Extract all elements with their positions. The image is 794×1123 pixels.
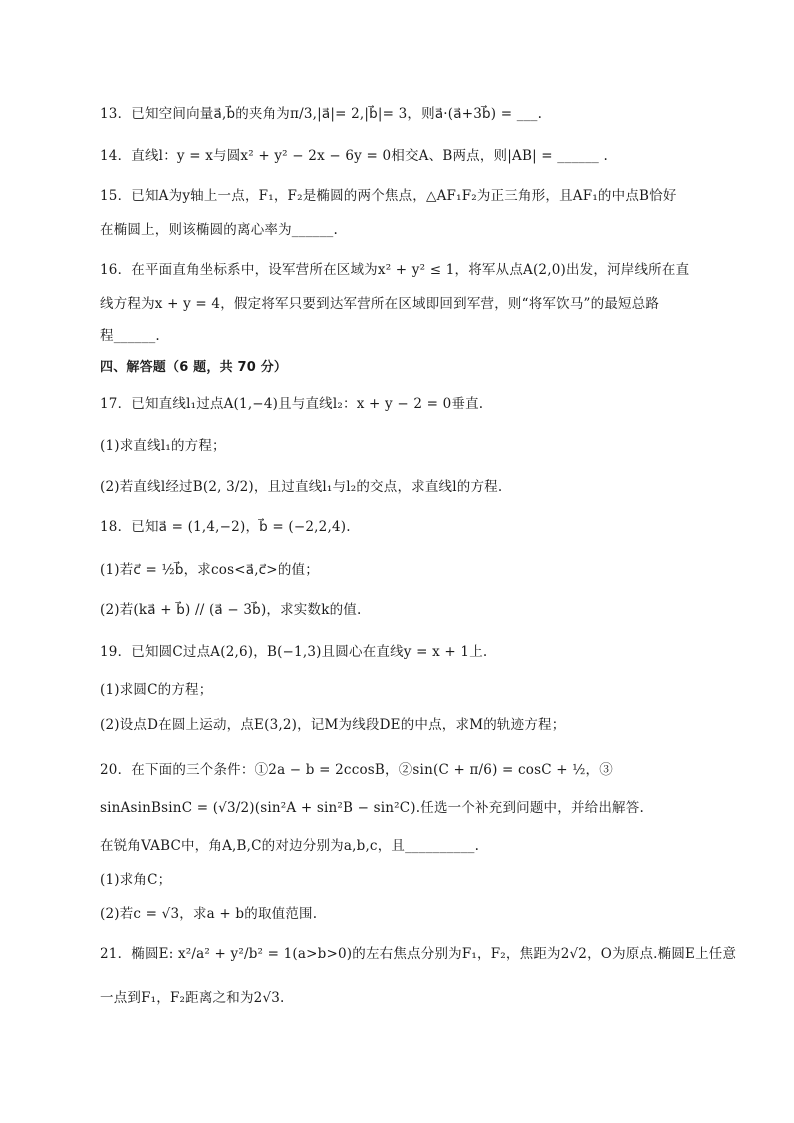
question-18: 18．已知a⃗ = (1,4,−2)，b⃗ = (−2,2,4).: [100, 519, 351, 535]
question-17-part-2: (2)若直线l经过B(2, 3/2)，且过直线l₁与l₂的交点，求直线l的方程.: [100, 479, 503, 495]
question-20-part-2: (2)若c = √3，求a + b的取值范围.: [100, 906, 318, 922]
question-14: 14．直线l：y = x与圆x² + y² − 2x − 6y = 0相交A、B两点，则|AB| = ______ .: [100, 148, 608, 164]
question-15-line-2: 在椭圆上，则该椭圆的离心率为______.: [100, 222, 338, 238]
question-15-line-1: 15．已知A为y轴上一点，F₁，F₂是椭圆的两个焦点，△AF₁F₂为正三角形，且AF₁的中点B恰好: [100, 188, 677, 204]
question-19-part-2: (2)设点D在圆上运动，点E(3,2)，记M为线段DE的中点，求M的轨迹方程；: [100, 717, 566, 733]
question-17-part-1: (1)求直线l₁的方程；: [100, 438, 226, 454]
question-16-line-1: 16．在平面直角坐标系中，设军营所在区域为x² + y² ≤ 1，将军从点A(2,0)出发，河岸线所在直: [100, 262, 690, 278]
question-20: 20．在下面的三个条件：①2a − b = 2ccosB，②sin(C + π/6) = cosC + ½，③: [100, 762, 613, 778]
question-16-line-3: 程______.: [100, 328, 160, 344]
question-21-line-2: 一点到F₁，F₂距离之和为2√3.: [100, 990, 285, 1006]
question-18-part-1: (1)若c⃗ = ½b⃗，求cos<a⃗,c⃗>的值；: [100, 562, 319, 578]
question-20-continued: sinAsinBsinC = (√3/2)(sin²A + sin²B − sin²C).任选一个补充到问题中，并给出解答.: [100, 800, 644, 816]
question-20-part-1: (1)求角C；: [100, 872, 172, 888]
question-19: 19．已知圆C过点A(2,6)，B(−1,3)且圆心在直线y = x + 1上.: [100, 644, 488, 660]
question-16-line-2: 线方程为x + y = 4，假定将军只要到达军营所在区域即回到军营，则“将军饮马”的最短总路: [100, 296, 660, 312]
section-heading: 四、解答题（6 题，共 70 分）: [100, 360, 288, 375]
question-13: 13．已知空间向量a⃗,b⃗的夹角为π/3,|a⃗|= 2,|b⃗|= 3，则a⃗·(a⃗+3b⃗) = ___.: [100, 106, 543, 122]
question-19-part-1: (1)求圆C的方程；: [100, 682, 213, 698]
question-17: 17．已知直线l₁过点A(1,−4)且与直线l₂：x + y − 2 = 0垂直.: [100, 396, 484, 412]
question-20-stem: 在锐角VABC中，角A,B,C的对边分别为a,b,c，且__________.: [100, 838, 480, 854]
question-18-part-2: (2)若(ka⃗ + b⃗) // (a⃗ − 3b⃗)，求实数k的值.: [100, 602, 362, 618]
question-21-line-1: 21．椭圆E: x²/a² + y²/b² = 1(a>b>0)的左右焦点分别为F₁，F₂，焦距为2√2，O为原点.椭圆E上任意: [100, 946, 737, 962]
